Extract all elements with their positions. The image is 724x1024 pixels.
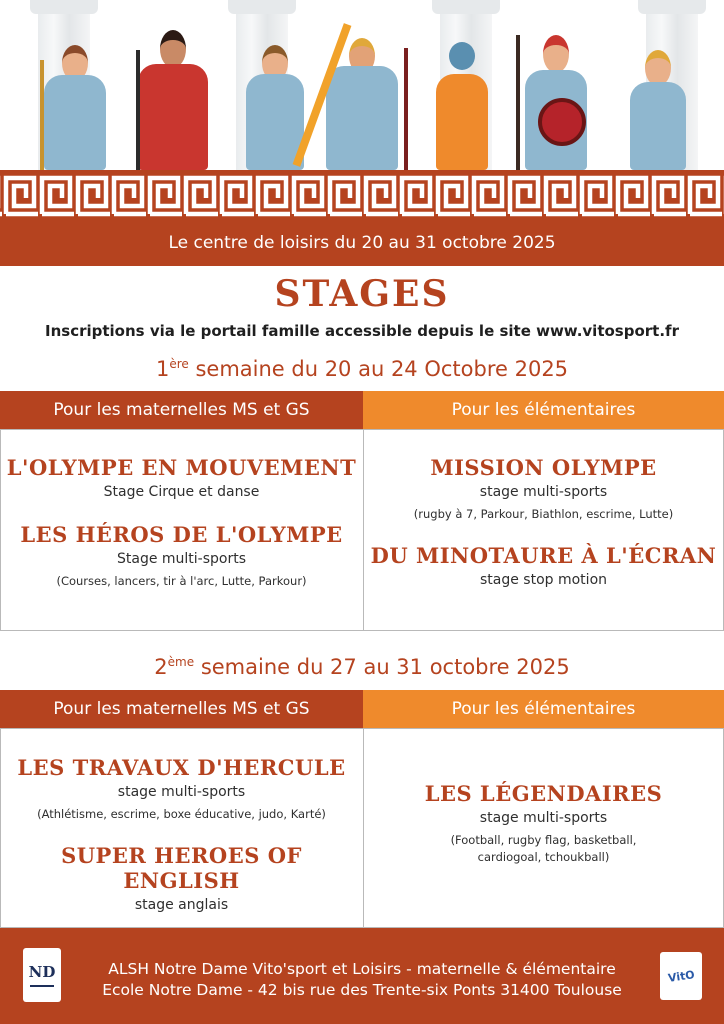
stage-subtitle: Stage Cirque et danse <box>103 484 260 500</box>
week-2-maternelles-header: Pour les maternelles MS et GS <box>0 690 363 728</box>
inscriptions-text: Inscriptions via le portail famille accessible depuis le site www.vitosport.fr <box>45 322 679 340</box>
stage-title: L'OLYMPE EN MOUVEMENT <box>6 455 357 480</box>
poseidon-figure <box>432 42 492 170</box>
stage-subtitle: stage multi-sports <box>479 810 608 826</box>
notre-dame-logo <box>23 948 61 1002</box>
stage-subtitle: stage stop motion <box>479 572 608 588</box>
stage-card <box>363 781 724 866</box>
stage-subtitle: stage multi-sports <box>117 784 246 800</box>
stage-card <box>0 522 363 590</box>
stage-card <box>363 543 724 588</box>
week-2-heading: 2ème semaine du 27 au 31 octobre 2025 <box>154 655 570 679</box>
stage-title: LES HÉROS DE L'OLYMPE <box>20 522 343 547</box>
stage-title: MISSION OLYMPE <box>430 455 657 480</box>
week-1-elementaires-header: Pour les élémentaires <box>363 391 724 429</box>
vitosport-logo <box>660 952 702 1000</box>
footer-line-2: Ecole Notre Dame - 42 bis rue des Trente-six Ponts 31400 Toulouse <box>102 981 622 999</box>
footer-line-1: ALSH Notre Dame Vito'sport et Loisirs - maternelle & élémentaire <box>108 960 616 978</box>
stage-subtitle: stage multi-sports <box>479 484 608 500</box>
header-subtitle: Le centre de loisirs du 20 au 31 octobre 2025 <box>0 220 724 266</box>
stage-title: SUPER HEROES OF ENGLISH <box>61 843 302 893</box>
logo-left-text: ND <box>28 963 56 981</box>
stage-detail: (rugby à 7, Parkour, Biathlon, escrime, Lutte) <box>413 507 674 521</box>
greek-key-border <box>0 170 724 220</box>
page-title: STAGES <box>274 273 450 315</box>
logo-right-text: VitO <box>666 967 696 985</box>
week-2-elementaires-header: Pour les élémentaires <box>363 690 724 728</box>
stage-card <box>0 455 363 500</box>
hero-illustration <box>0 0 724 170</box>
footer <box>0 928 724 1024</box>
stage-detail: (Football, rugby flag, basketball, cardiogoal, tchoukball) <box>450 833 637 864</box>
stage-title: DU MINOTAURE À L'ÉCRAN <box>370 543 717 568</box>
week-1-heading: 1ère semaine du 20 au 24 Octobre 2025 <box>155 357 569 381</box>
zeus-figure <box>318 20 406 170</box>
stage-subtitle: stage anglais <box>134 897 229 913</box>
stage-card <box>0 843 363 913</box>
stage-subtitle: Stage multi-sports <box>116 551 247 567</box>
stage-detail: (Courses, lancers, tir à l'arc, Lutte, Parkour) <box>56 574 307 588</box>
stage-title: LES TRAVAUX D'HERCULE <box>17 755 346 780</box>
stage-card <box>0 755 363 823</box>
week-1-maternelles-header: Pour les maternelles MS et GS <box>0 391 363 429</box>
stage-detail: (Athlétisme, escrime, boxe éducative, judo, Karté) <box>37 807 326 821</box>
staff-decoration <box>398 40 414 170</box>
dionysus-figure <box>622 50 694 170</box>
hades-figure <box>128 30 218 170</box>
stage-card <box>363 455 724 523</box>
footer-address <box>70 959 654 1001</box>
stage-title: LES LÉGENDAIRES <box>424 781 663 806</box>
goddess-torch-figure <box>40 45 110 170</box>
athena-figure <box>516 35 596 170</box>
